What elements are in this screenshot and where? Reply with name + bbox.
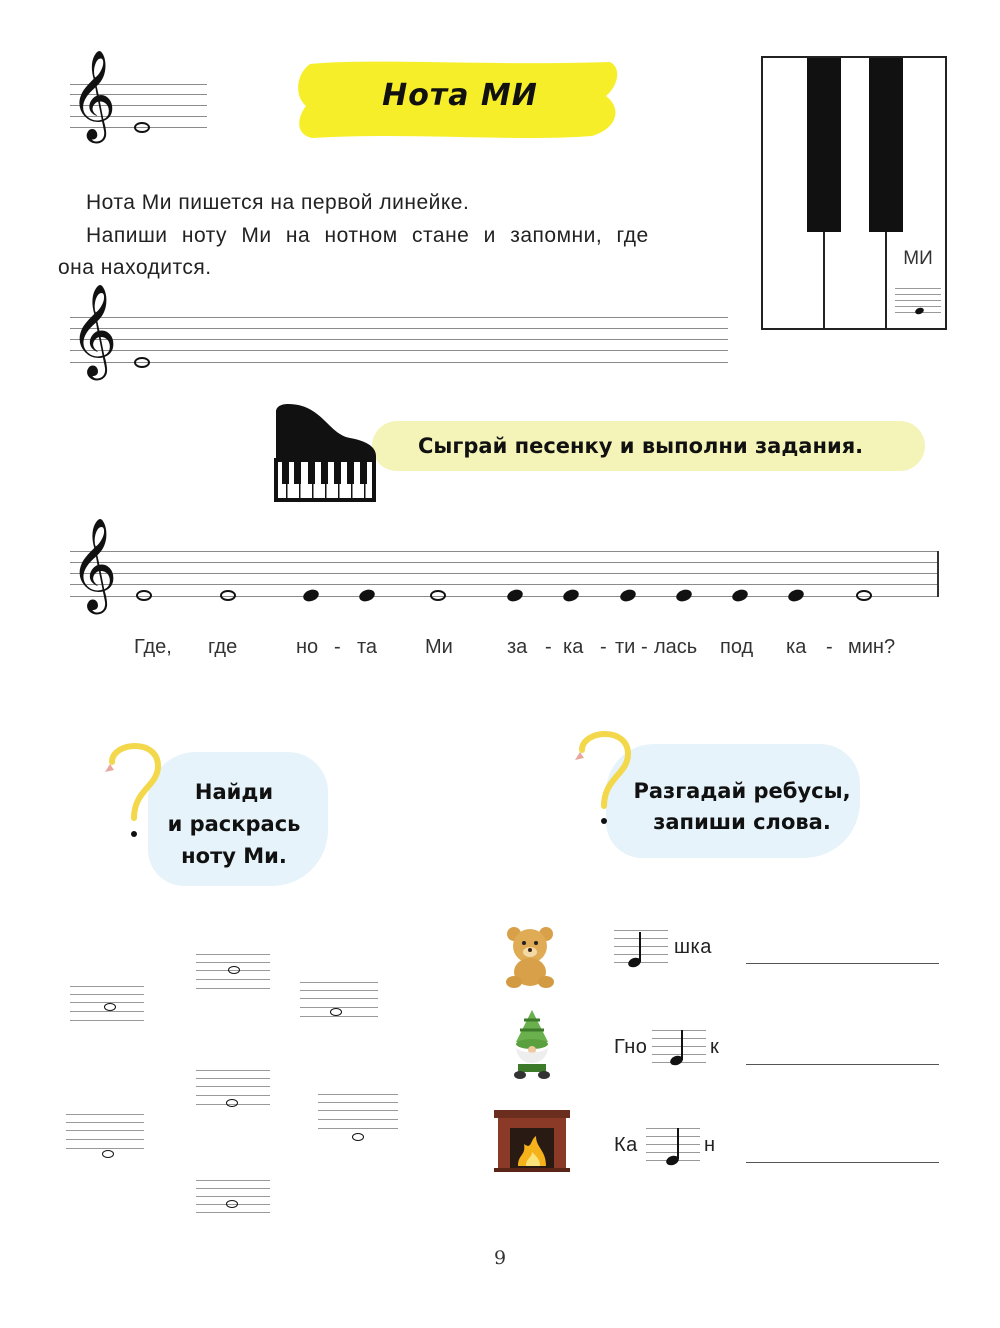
mini-note[interactable] [330, 1008, 342, 1016]
lyric-syllable: лась [654, 636, 698, 658]
lyric-syllable: Ми [425, 636, 453, 658]
lyric-syllable: ти [615, 636, 636, 658]
lyric-syllable: Где, [134, 636, 172, 658]
rebus-note [627, 956, 642, 969]
fireplace-icon [494, 1110, 570, 1172]
key-label: МИ [903, 248, 933, 269]
intro-line-3: она находится. [58, 256, 212, 279]
teddy-bear-icon [502, 924, 558, 990]
answer-line[interactable] [746, 1162, 939, 1163]
rebus-note [669, 1054, 684, 1067]
task-rebus-line-1: Разгадай ребусы, [633, 779, 851, 803]
song-note [731, 588, 750, 604]
task-find-line-3: ноту Ми. [181, 844, 287, 868]
lyric-hyphen: - [641, 636, 648, 658]
intro-line-1: Нота Ми пишется на первой линейке. [86, 191, 470, 214]
mini-staff[interactable] [70, 986, 144, 1022]
lyric-hyphen: - [545, 636, 552, 658]
song-note [430, 590, 446, 601]
mini-staff[interactable] [196, 1070, 270, 1106]
song-note [562, 588, 581, 604]
song-note [136, 590, 152, 601]
task-rebus-text [618, 776, 866, 838]
task-find-line-1: Найди [194, 780, 274, 804]
answer-line[interactable] [746, 963, 939, 964]
page-number: 9 [493, 1247, 507, 1269]
answer-line[interactable] [746, 1064, 939, 1065]
task-find-line-2: и раскрась [167, 812, 301, 836]
rebus-staff [614, 930, 668, 966]
treble-clef-icon: 𝄞 [70, 517, 118, 610]
mini-note[interactable] [102, 1150, 114, 1158]
gnome-icon [504, 1008, 560, 1080]
rebus-note [665, 1154, 680, 1167]
mini-note[interactable] [352, 1133, 364, 1141]
rebus-before-2: Гно [614, 1036, 648, 1058]
task-rebus-line-2: запиши слова. [653, 810, 831, 834]
rebus-staff [652, 1030, 706, 1066]
lyric-syllable: но [296, 636, 319, 658]
lyric-syllable: за [507, 636, 528, 658]
rebus-after-3: н [704, 1134, 716, 1156]
song-note [856, 590, 872, 601]
rebus-after-1: шка [674, 936, 712, 958]
mini-note[interactable] [104, 1003, 116, 1011]
page-title: Нота МИ [382, 78, 538, 113]
intro-line-2: Напиши ноту Ми на нотном стане и запомни, где [86, 224, 649, 247]
keyboard-diagram [761, 56, 947, 330]
treble-clef-icon: 𝄞 [70, 50, 117, 140]
mini-staff[interactable] [196, 954, 270, 990]
rebus-staff [646, 1128, 700, 1164]
note-e [134, 122, 150, 133]
rebus-after-2: к [710, 1036, 720, 1058]
song-note [358, 588, 377, 604]
mini-staff[interactable] [300, 982, 378, 1018]
mini-staff[interactable] [66, 1114, 144, 1150]
task-banner-text: Сыграй песенку и выполни задания. [418, 434, 864, 458]
lyric-hyphen: - [600, 636, 607, 658]
note-e [134, 357, 150, 368]
mini-staff[interactable] [196, 1180, 270, 1212]
mini-note[interactable] [226, 1099, 238, 1107]
mini-staff[interactable] [318, 1094, 398, 1130]
black-key [807, 58, 841, 232]
song-note [302, 588, 321, 604]
song-note [675, 588, 694, 604]
task-find-text [150, 776, 318, 872]
song-note [506, 588, 525, 604]
lyric-syllable: под [720, 636, 754, 658]
note-e-small [914, 307, 925, 316]
rebus-before-3: Ка [614, 1134, 638, 1156]
mini-note[interactable] [228, 966, 240, 974]
lyric-syllable: ка [786, 636, 807, 658]
song-note [220, 590, 236, 601]
lyric-syllable: мин? [848, 636, 896, 658]
lyric-syllable: ка [563, 636, 584, 658]
song-note [787, 588, 806, 604]
black-key [869, 58, 903, 232]
song-note [619, 588, 638, 604]
mini-note[interactable] [226, 1200, 238, 1208]
lyric-hyphen: - [334, 636, 341, 658]
lyric-hyphen: - [826, 636, 833, 658]
lyric-syllable: та [357, 636, 378, 658]
lyric-syllable: где [208, 636, 238, 658]
grand-piano-icon [272, 404, 378, 504]
treble-clef-icon: 𝄞 [70, 283, 118, 376]
